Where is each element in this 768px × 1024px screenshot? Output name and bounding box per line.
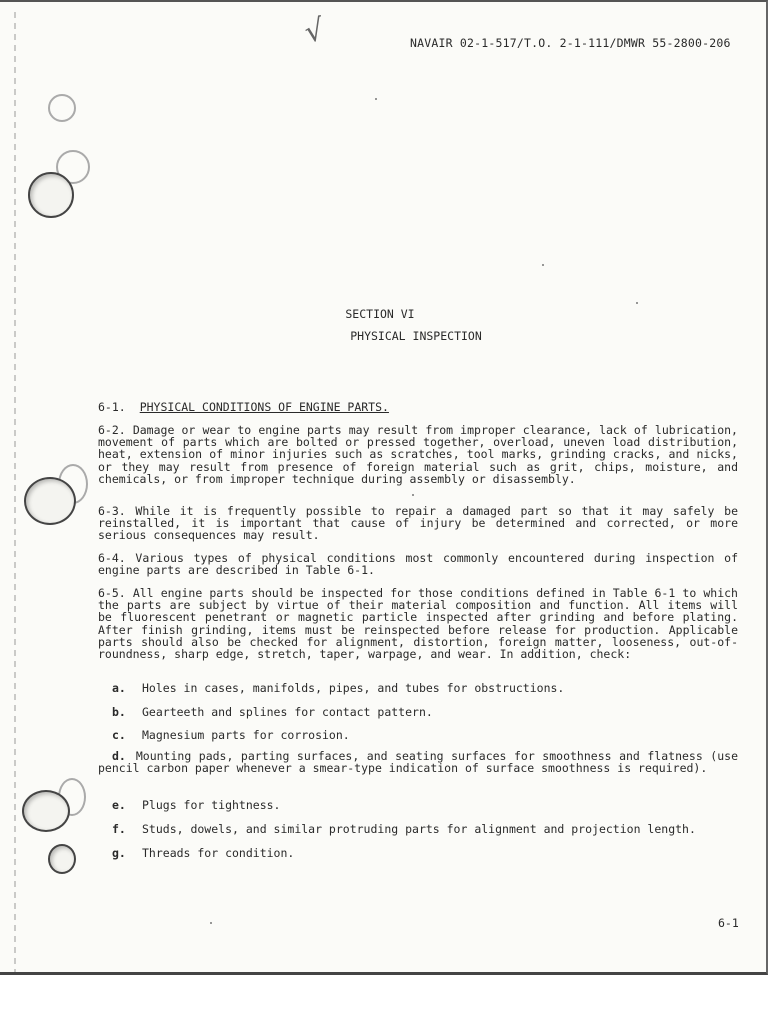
heading-title: PHYSICAL CONDITIONS OF ENGINE PARTS. (139, 400, 389, 414)
binder-hole-faint-top (48, 94, 76, 122)
item-text: Plugs for tightness. (142, 798, 281, 812)
section-number: SECTION VI (345, 307, 415, 321)
paragraph-6-3: 6-3. While it is frequently possible to repair a damaged part so that it may safely be reinstalled, it is important that cause of injury be determined and corrected, or more serious consequences may result. (98, 504, 738, 543)
binder-hole-4 (48, 844, 76, 874)
item-letter: b. (112, 705, 126, 719)
page-number: 6-1 (718, 916, 739, 930)
binder-hole-3 (22, 790, 70, 832)
item-letter: g. (112, 846, 126, 860)
paragraph-heading-6-1 (98, 400, 389, 414)
item-text: Studs, dowels, and similar protruding parts for alignment and projection length. (142, 822, 696, 836)
item-letter: f. (112, 822, 126, 836)
scan-speck (542, 264, 544, 266)
binder-hole-2 (24, 477, 76, 525)
check-item-e (112, 799, 738, 811)
document-number-header: NAVAIR 02-1-517/T.O. 2-1-111/DMWR 55-2800-206 (410, 36, 731, 50)
scan-speck (636, 302, 638, 304)
paragraph-6-5: 6-5. All engine parts should be inspected for those conditions defined in Table 6-1 to which the parts are subject by virtue of their material composition and function. All items will be fluorescent penetrant or magnetic particle inspected after grinding and before plating. After finish grinding, items must be reinspected before release for production. Applicable parts should also be checked for alignment, distortion, foreign matter, looseness, out-of-roundness, sharp edge, stretch, taper, warpage, and wear. In addition, check: (98, 586, 738, 662)
heading-number: 6-1. (98, 400, 126, 414)
check-item-c (112, 729, 738, 741)
item-text: Mounting pads, parting surfaces, and seating surfaces for smoothness and flatness (use pencil carbon paper whenever a smear-type indication of surface smoothness is required). (98, 749, 738, 776)
check-item-d (98, 750, 738, 774)
handwritten-mark: √ (301, 12, 328, 51)
item-text: Holes in cases, manifolds, pipes, and tubes for obstructions. (142, 681, 565, 695)
item-letter: a. (112, 681, 126, 695)
item-text: Magnesium parts for corrosion. (142, 728, 350, 742)
paragraph-6-4: 6-4. Various types of physical conditions most commonly encountered during inspection of engine parts are described in Table 6-1. (98, 551, 738, 578)
item-letter: e. (112, 798, 126, 812)
check-item-g (112, 847, 738, 859)
scan-speck (375, 98, 377, 100)
item-text: Threads for condition. (142, 846, 295, 860)
item-text: Gearteeth and splines for contact pattern. (142, 705, 433, 719)
binder-hole-1 (28, 172, 74, 218)
check-item-f (112, 823, 738, 835)
page-left-edge (14, 12, 16, 972)
scan-speck (210, 922, 212, 924)
check-item-a (112, 682, 738, 694)
item-letter: d. (112, 749, 126, 763)
check-item-b (112, 706, 738, 718)
scan-speck (412, 494, 414, 496)
section-title: PHYSICAL INSPECTION (350, 329, 482, 343)
item-letter: c. (112, 728, 126, 742)
paragraph-6-2: 6-2. Damage or wear to engine parts may result from improper clearance, lack of lubrication, movement of parts which are bolted or pressed together, overload, uneven load distribution, heat, extension of minor injuries such as scratches, tool marks, grinding cracks, and nicks, or they may result from presence of foreign material such as grit, chips, moisture, and chemicals, or from improper technique during assembly or disassembly. (98, 423, 738, 486)
